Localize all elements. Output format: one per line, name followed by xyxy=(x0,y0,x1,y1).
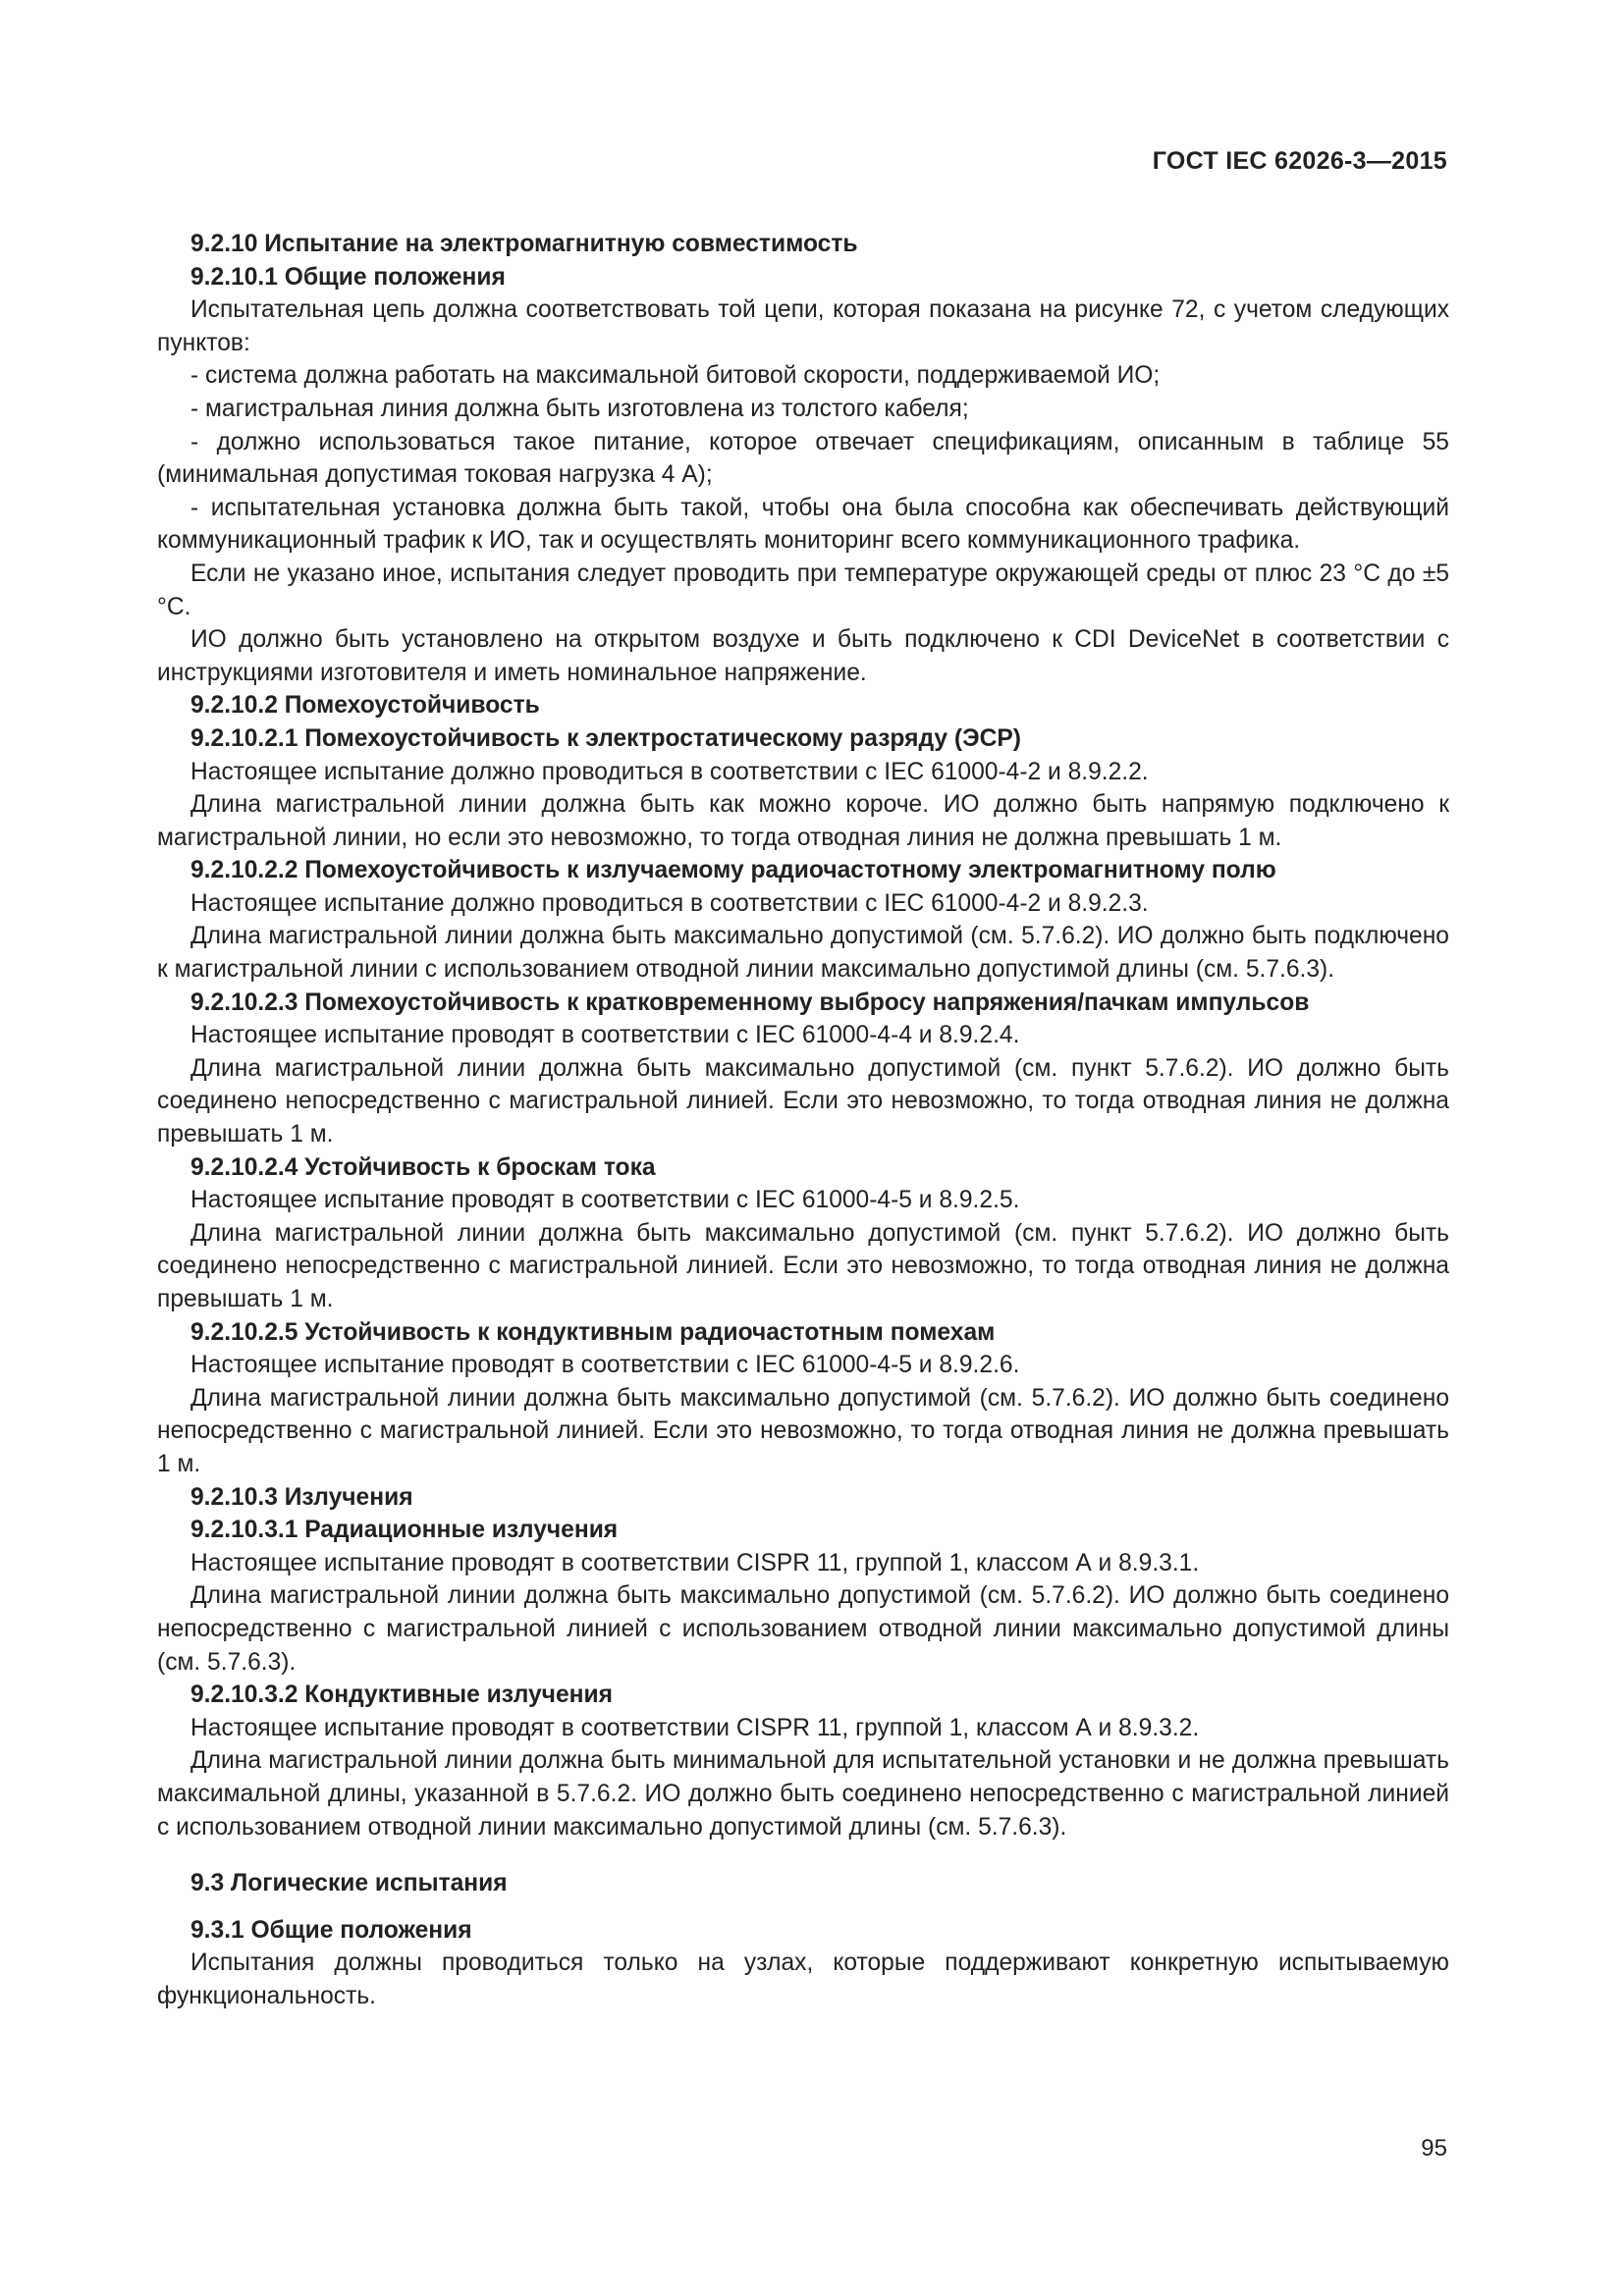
section-heading-9-2-10-2-5: 9.2.10.2.5 Устойчивость к кондуктивным радиочастотным помехам xyxy=(190,1318,996,1346)
section-heading-9-2-10-3: 9.2.10.3 Излучения xyxy=(190,1483,413,1511)
body-paragraph: ИО должно быть установлено на открытом воздухе и быть подключено к CDI DeviceNet в соответствии с инструкциями изготовителя и иметь номинальное напряжение. xyxy=(157,626,1449,686)
list-item: - магистральная линия должна быть изготовлена из толстого кабеля; xyxy=(190,395,969,422)
list-item: - должно использоваться такое питание, которое отвечает спецификациям, описанным в таблице 55 (минимальная допустимая токовая нагрузка 4 А); xyxy=(157,428,1449,489)
body-paragraph: Испытания должны проводиться только на узлах, которые поддерживают конкретную испытываемую функциональность. xyxy=(157,1949,1449,2009)
section-heading-9-3: 9.3 Логические испытания xyxy=(190,1870,508,1897)
section-heading-9-2-10-2-3: 9.2.10.2.3 Помехоустойчивость к кратковременному выбросу напряжения/пачкам импульсов xyxy=(190,988,1310,1016)
section-heading-9-2-10-2-2: 9.2.10.2.2 Помехоустойчивость к излучаемому радиочастотному электромагнитному полю xyxy=(190,857,1276,884)
standard-code-header: ГОСТ IEC 62026-3—2015 xyxy=(1152,147,1447,175)
body-paragraph: Настоящее испытание проводят в соответствии CISPR 11, группой 1, классом А и 8.9.3.2. xyxy=(190,1714,1200,1741)
body-paragraph: Длина магистральной линии должна быть максимально допустимой (см. пункт 5.7.6.2). ИО должно быть соединено непосредственно с магистральной линией. Если это невозможно, то тогда отводная линия не должна превышать 1 м. xyxy=(157,1219,1449,1312)
body-paragraph: Длина магистральной линии должна быть как можно короче. ИО должно быть напрямую подключено к магистральной линии, но если это невозможно, то тогда отводная линия не должна превышать 1 м. xyxy=(157,791,1449,851)
section-heading-9-2-10-3-1: 9.2.10.3.1 Радиационные излучения xyxy=(190,1517,619,1544)
body-paragraph: Настоящее испытание проводят в соответствии с IEC 61000-4-4 и 8.9.2.4. xyxy=(190,1022,1020,1049)
body-paragraph: Испытательная цепь должна соответствовать той цепи, которая показана на рисунке 72, с учетом следующих пунктов: xyxy=(157,296,1449,356)
body-paragraph: Настоящее испытание должно проводиться в соответствии с IEC 61000-4-2 и 8.9.2.2. xyxy=(190,758,1149,785)
section-heading-9-3-1: 9.3.1 Общие положения xyxy=(190,1916,472,1944)
body-paragraph: Настоящее испытание проводят в соответствии с IEC 61000-4-5 и 8.9.2.6. xyxy=(190,1352,1020,1379)
section-heading-9-2-10-2: 9.2.10.2 Помехоустойчивость xyxy=(190,692,540,720)
list-item: - испытательная установка должна быть такой, чтобы она была способна как обеспечивать действующий коммуникационный трафик к ИО, так и осуществлять мониторинг всего коммуникационного трафика. xyxy=(157,494,1449,555)
body-paragraph: Настоящее испытание проводят в соответствии CISPR 11, группой 1, классом А и 8.9.3.1. xyxy=(190,1549,1200,1576)
section-heading-9-2-10-2-4: 9.2.10.2.4 Устойчивость к броскам тока xyxy=(190,1153,656,1181)
section-heading-9-2-10-1: 9.2.10.1 Общие положения xyxy=(190,263,506,291)
body-paragraph: Настоящее испытание проводят в соответствии с IEC 61000-4-5 и 8.9.2.5. xyxy=(190,1187,1020,1214)
section-heading-9-2-10-2-1: 9.2.10.2.1 Помехоустойчивость к электростатическому разряду (ЭСР) xyxy=(190,724,1021,752)
body-paragraph: Длина магистральной линии должна быть максимально допустимой (см. 5.7.6.2). ИО должно быть подключено к магистральной линии с использованием отводной линии максимально допустимой длины (см. 5.7.6.3). xyxy=(157,923,1449,984)
body-paragraph: Длина магистральной линии должна быть максимально допустимой (см. 5.7.6.2). ИО должно быть соединено непосредственно с магистральной линией. Если это невозможно, то тогда отводная линия не должна превышать 1 м. xyxy=(157,1384,1449,1477)
body-paragraph: Настоящее испытание должно проводиться в соответствии с IEC 61000-4-2 и 8.9.2.3. xyxy=(190,889,1149,917)
page-number: 95 xyxy=(1421,2135,1447,2162)
document-body xyxy=(157,228,1449,2012)
body-paragraph: Длина магистральной линии должна быть максимально допустимой (см. 5.7.6.2). ИО должно быть соединено непосредственно с магистральной линией с использованием отводной линии максимально допустимой длины (см. 5.7.6.3). xyxy=(157,1582,1449,1676)
section-heading-9-2-10-3-2: 9.2.10.3.2 Кондуктивные излучения xyxy=(190,1682,613,1709)
section-heading-9-2-10: 9.2.10 Испытание на электромагнитную совместимость xyxy=(190,231,858,257)
body-paragraph: Длина магистральной линии должна быть максимально допустимой (см. пункт 5.7.6.2). ИО должно быть соединено непосредственно с магистральной линией. Если это невозможно, то тогда отводная линия не должна превышать 1 м. xyxy=(157,1054,1449,1148)
body-paragraph: Длина магистральной линии должна быть минимальной для испытательной установки и не должна превышать максимальной длины, указанной в 5.7.6.2. ИО должно быть соединено непосредственно с магистральной линией с использованием отводной линии максимально допустимой длины (см. 5.7.6.3). xyxy=(157,1747,1449,1841)
body-paragraph: Если не указано иное, испытания следует проводить при температуре окружающей среды от плюс 23 °C до ±5 °C. xyxy=(157,560,1449,620)
list-item: - система должна работать на максимальной битовой скорости, поддерживаемой ИО; xyxy=(190,362,1161,390)
